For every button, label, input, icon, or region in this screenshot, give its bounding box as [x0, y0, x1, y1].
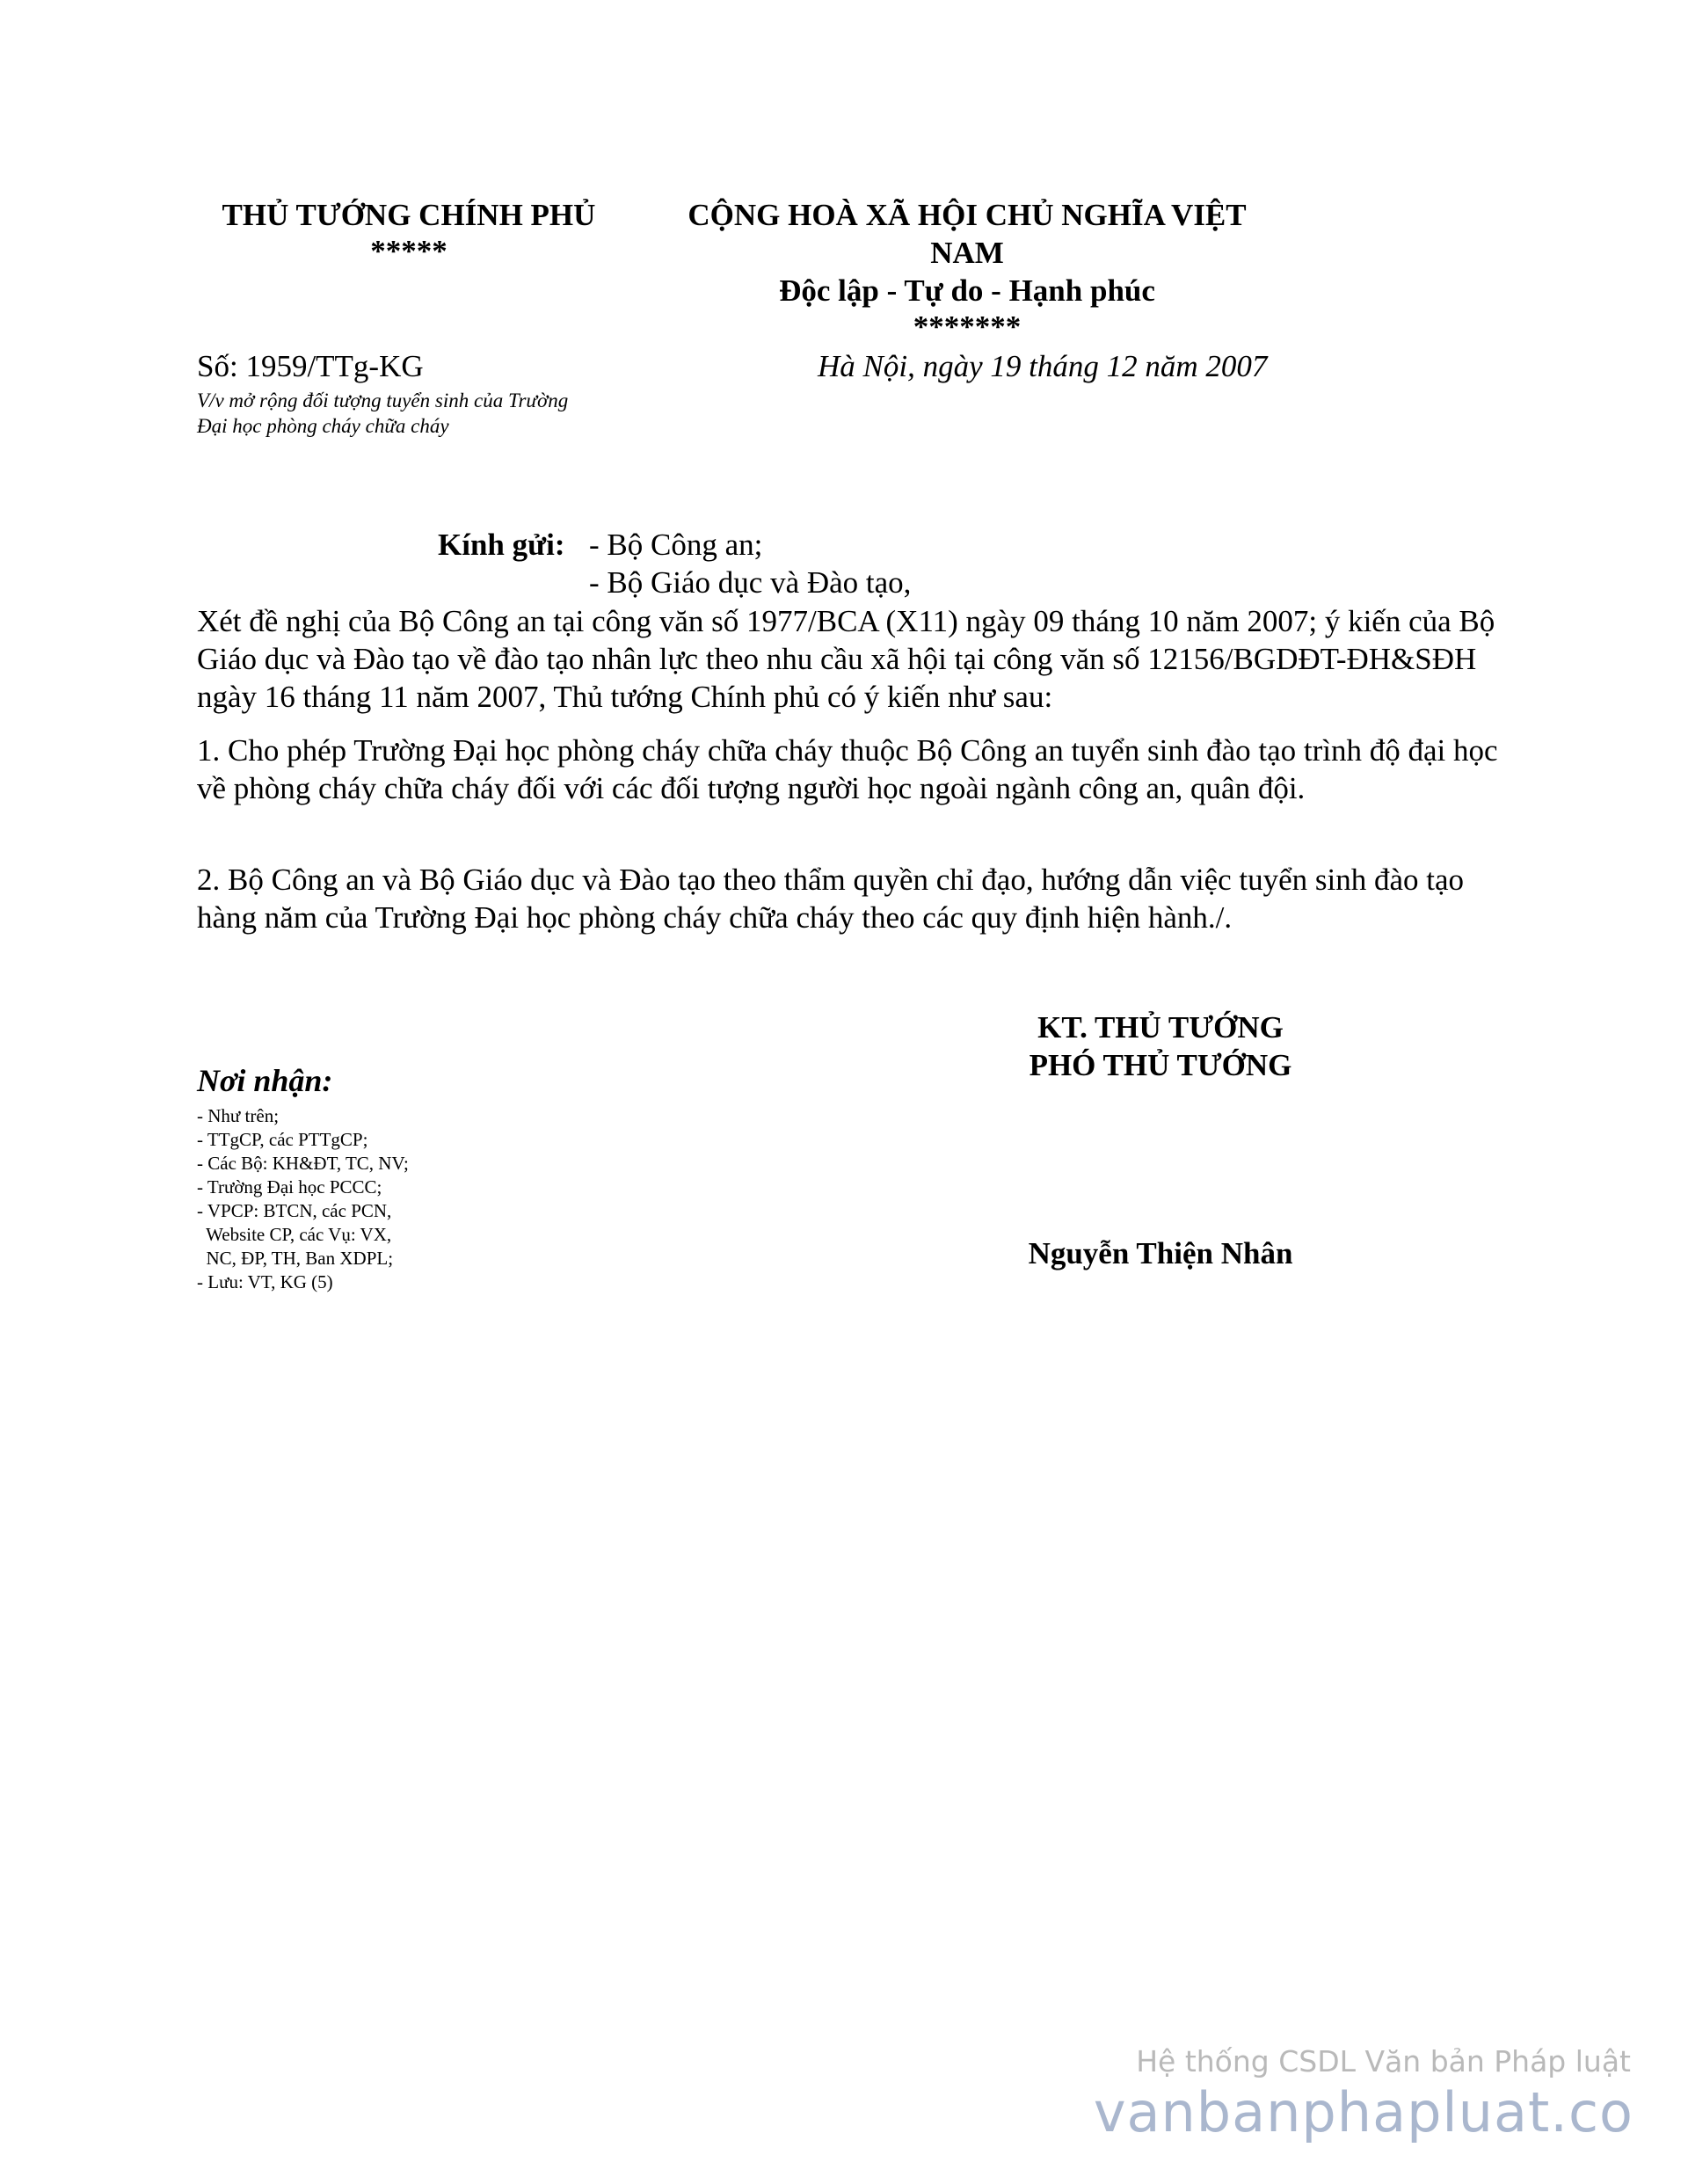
motto-separator: ******* — [913, 309, 1022, 344]
directive-item-1: 1. Cho phép Trường Đại học phòng cháy chữa cháy thuộc Bộ Công an tuyển sinh đào tạo trình độ đại học về phòng cháy chữa cháy đối với các đối tượng người học ngoài ngành công an, quân đội. — [197, 733, 1498, 805]
subject-line-1: V/v mở rộng đối tượng tuyển sinh của Trường — [197, 389, 569, 411]
recipients-list — [197, 1104, 409, 1294]
document-date: Hà Nội, ngày 19 tháng 12 năm 2007 — [818, 349, 1268, 383]
document-subject — [197, 388, 654, 439]
list-item: NC, ĐP, TH, Ban XDPL; — [197, 1248, 394, 1269]
national-title — [615, 196, 1319, 272]
list-item: - Như trên; — [197, 1105, 280, 1126]
watermark-site: vanbanphapluat.co — [1093, 2080, 1633, 2144]
national-title-line-1: CỘNG HOÀ XÃ HỘI CHỦ NGHĨA VIỆT — [688, 198, 1247, 232]
list-item: - TTgCP, các PTTgCP; — [197, 1129, 368, 1150]
document-number: Số: 1959/TTg-KG — [197, 349, 424, 383]
national-motto: Độc lập - Tự do - Hạnh phúc — [779, 273, 1155, 308]
issuing-authority: THỦ TƯỚNG CHÍNH PHỦ — [222, 198, 596, 232]
addressee-2: - Bộ Giáo dục và Đào tạo, — [589, 565, 912, 600]
signature-title-2: PHÓ THỦ TƯỚNG — [1029, 1048, 1292, 1082]
recipients-heading: Nơi nhận: — [197, 1063, 333, 1098]
signer-name: Nguyễn Thiện Nhân — [1028, 1236, 1293, 1270]
signature-title-1: KT. THỦ TƯỚNG — [1037, 1010, 1284, 1045]
list-item: - VPCP: BTCN, các PCN, — [197, 1200, 392, 1221]
list-item: - Lưu: VT, KG (5) — [197, 1271, 333, 1292]
authority-separator: ***** — [370, 234, 447, 268]
addressee-1: - Bộ Công an; — [589, 528, 763, 562]
list-item: Website CP, các Vụ: VX, — [197, 1224, 392, 1245]
list-item: - Các Bộ: KH&ĐT, TC, NV; — [197, 1153, 409, 1174]
national-title-line-2: NAM — [930, 236, 1004, 270]
directive-item-2: 2. Bộ Công an và Bộ Giáo dục và Đào tạo theo thẩm quyền chỉ đạo, hướng dẫn việc tuyển sinh đào tạo hàng năm của Trường Đại học phòng cháy chữa cháy theo các quy định hiện hành./. — [197, 863, 1465, 935]
intro-paragraph: Xét đề nghị của Bộ Công an tại công văn số 1977/BCA (X11) ngày 09 tháng 10 năm 2007; ý kiến của Bộ Giáo dục và Đào tạo về đào tạo nhân lực theo nhu cầu xã hội tại công văn số 12156/BGDĐT-ĐH&SĐH ngày 16 tháng 11 năm 2007, Thủ tướng Chính phủ có ý kiến như sau: — [197, 604, 1495, 714]
salutation-label: Kính gửi: — [438, 528, 565, 562]
watermark-caption: Hệ thống CSDL Văn bản Pháp luật — [1136, 2044, 1631, 2078]
list-item: - Trường Đại học PCCC; — [197, 1176, 382, 1198]
subject-line-2: Đại học phòng cháy chữa cháy — [197, 415, 449, 437]
